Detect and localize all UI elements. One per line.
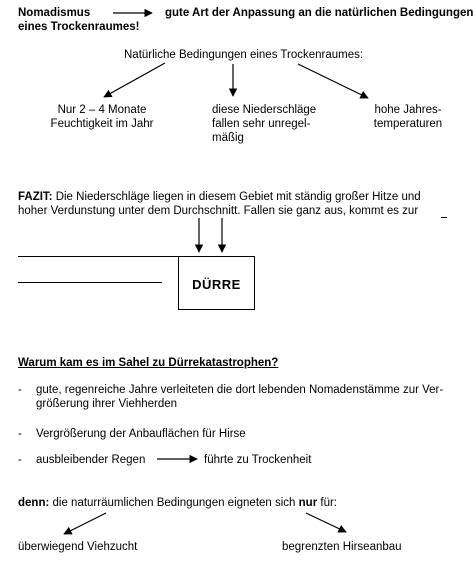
arrow-down-left-icon: [104, 63, 165, 97]
fazit-line-1: [18, 190, 421, 204]
list-item: ausbleibender Regen: [36, 454, 146, 466]
arrow-down-right-icon: [298, 64, 368, 98]
fazit-label: FAZIT:: [18, 191, 53, 203]
arrow-down-left-icon: [64, 513, 106, 534]
sahel-question: Warum kam es im Sahel zu Dürrekatastrophen?: [18, 357, 279, 369]
condition-right: hohe Jahres- temperaturen: [373, 104, 443, 130]
duerre-label: DÜRRE: [192, 277, 241, 292]
header-term: Nomadismus: [18, 7, 91, 19]
conclusion-left: überwiegend Viehzucht: [18, 541, 138, 553]
header-line-1: gute Art der Anpassung an die natürlichen Bedingungen: [165, 7, 474, 19]
divider-line: [18, 282, 162, 283]
arrow-down-right-icon: [306, 513, 346, 532]
conclusion-right: begrenzten Hirseanbau: [282, 541, 402, 553]
bullet-marker: -: [18, 454, 22, 466]
list-item: gute, regenreiche Jahre verleiteten die dort lebenden Nomadenstämme zur Ver- größerung ihrer Viehherden: [36, 384, 444, 410]
bullet-marker: -: [18, 428, 22, 440]
list-item: Vergrößerung der Anbauflächen für Hirse: [36, 428, 246, 440]
conclusion-line: denn: die naturräumlichen Bedingungen eigneten sich nur für:: [18, 497, 337, 509]
list-item-result: führte zu Trockenheit: [204, 454, 312, 466]
denn-label: denn:: [18, 497, 50, 509]
duerre-box: [178, 256, 255, 310]
nur-emphasis: nur: [298, 497, 318, 509]
bullet-marker: -: [18, 384, 22, 396]
fazit-line-2: hoher Verdunstung unter dem Durchschnitt. Fallen sie ganz aus, kommt es zur: [18, 205, 419, 217]
condition-middle: diese Niederschläge fallen sehr unregel- mäßig: [212, 104, 317, 144]
conditions-title: Natürliche Bedingungen eines Trockenraumes:: [124, 49, 364, 61]
divider-line: [18, 256, 178, 257]
fazit-text-1: Die Niederschläge liegen in diesem Gebiet mit ständig großer Hitze und: [52, 191, 421, 203]
fill-in-blank: [441, 217, 447, 218]
condition-left: Nur 2 – 4 Monate Feuchtigkeit im Jahr: [50, 104, 154, 130]
header-line-2: eines Trockenraumes!: [18, 21, 140, 33]
